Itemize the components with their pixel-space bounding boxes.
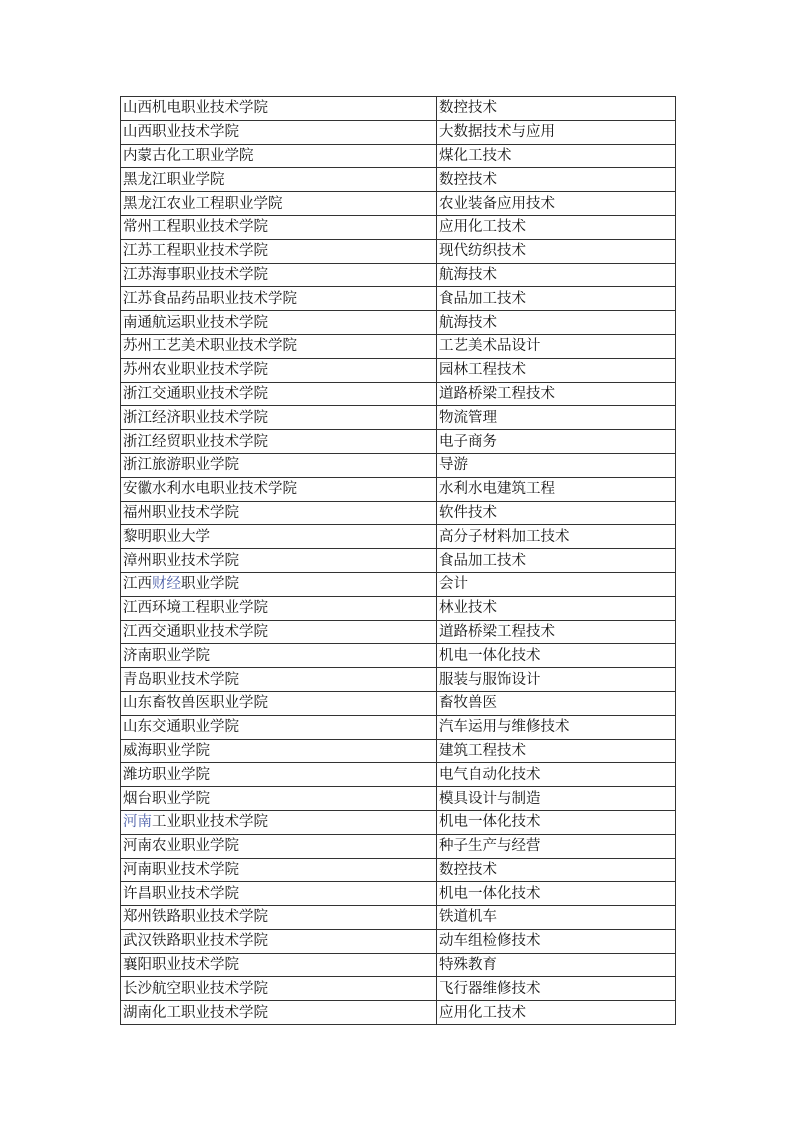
major-cell: 机电一体化技术 <box>437 882 676 906</box>
table-row <box>121 144 676 168</box>
major-cell: 机电一体化技术 <box>437 810 676 834</box>
school-cell: 浙江交通职业技术学院 <box>121 382 437 406</box>
major-cell: 机电一体化技术 <box>437 644 676 668</box>
school-cell: 内蒙古化工职业学院 <box>121 144 437 168</box>
table-row <box>121 525 676 549</box>
table-row <box>121 168 676 192</box>
table-row <box>121 929 676 953</box>
table-row <box>121 977 676 1001</box>
table-row <box>121 453 676 477</box>
major-cell: 农业装备应用技术 <box>437 192 676 216</box>
school-cell: 浙江经贸职业技术学院 <box>121 430 437 454</box>
major-cell: 现代纺织技术 <box>437 239 676 263</box>
school-cell: 福州职业技术学院 <box>121 501 437 525</box>
major-cell: 大数据技术与应用 <box>437 120 676 144</box>
school-cell: 黎明职业大学 <box>121 525 437 549</box>
school-cell <box>121 572 437 596</box>
school-text-highlight: 财经 <box>152 576 181 593</box>
school-cell: 山东畜牧兽医职业学院 <box>121 691 437 715</box>
major-cell: 模具设计与制造 <box>437 787 676 811</box>
school-cell: 浙江旅游职业学院 <box>121 453 437 477</box>
table-row <box>121 858 676 882</box>
table-row <box>121 810 676 834</box>
major-cell: 汽车运用与维修技术 <box>437 715 676 739</box>
major-cell: 服装与服饰设计 <box>437 668 676 692</box>
table-row <box>121 239 676 263</box>
table-row <box>121 668 676 692</box>
table-row <box>121 215 676 239</box>
table-row <box>121 620 676 644</box>
school-text-post: 职业学院 <box>181 576 239 593</box>
major-cell: 特殊教育 <box>437 953 676 977</box>
major-cell: 应用化工技术 <box>437 1001 676 1025</box>
table-row <box>121 572 676 596</box>
table-row <box>121 644 676 668</box>
major-cell: 导游 <box>437 453 676 477</box>
school-cell: 漳州职业技术学院 <box>121 549 437 573</box>
major-cell: 工艺美术品设计 <box>437 334 676 358</box>
major-cell: 数控技术 <box>437 97 676 121</box>
school-cell: 许昌职业技术学院 <box>121 882 437 906</box>
school-text-highlight: 河南 <box>123 814 152 831</box>
school-cell: 苏州农业职业技术学院 <box>121 358 437 382</box>
school-major-table-wrapper <box>120 96 675 1025</box>
major-cell: 航海技术 <box>437 311 676 335</box>
table-row <box>121 477 676 501</box>
major-cell: 铁道机车 <box>437 906 676 930</box>
major-cell: 水利水电建筑工程 <box>437 477 676 501</box>
major-cell: 道路桥梁工程技术 <box>437 620 676 644</box>
major-cell: 畜牧兽医 <box>437 691 676 715</box>
school-cell: 江西环境工程职业学院 <box>121 596 437 620</box>
school-cell: 黑龙江职业学院 <box>121 168 437 192</box>
school-major-table <box>120 96 676 1025</box>
major-cell: 数控技术 <box>437 858 676 882</box>
major-cell: 会计 <box>437 572 676 596</box>
major-cell: 飞行器维修技术 <box>437 977 676 1001</box>
major-cell: 电气自动化技术 <box>437 763 676 787</box>
table-row <box>121 715 676 739</box>
school-cell: 潍坊职业学院 <box>121 763 437 787</box>
school-cell: 山西职业技术学院 <box>121 120 437 144</box>
table-row <box>121 739 676 763</box>
table-row <box>121 358 676 382</box>
table-row <box>121 311 676 335</box>
major-cell: 电子商务 <box>437 430 676 454</box>
school-cell <box>121 810 437 834</box>
major-cell: 园林工程技术 <box>437 358 676 382</box>
school-cell: 黑龙江农业工程职业学院 <box>121 192 437 216</box>
school-cell: 山东交通职业学院 <box>121 715 437 739</box>
school-cell: 烟台职业学院 <box>121 787 437 811</box>
major-cell: 煤化工技术 <box>437 144 676 168</box>
table-row <box>121 953 676 977</box>
table-row <box>121 263 676 287</box>
school-cell: 襄阳职业技术学院 <box>121 953 437 977</box>
major-cell: 道路桥梁工程技术 <box>437 382 676 406</box>
major-cell: 林业技术 <box>437 596 676 620</box>
table-row <box>121 120 676 144</box>
table-row <box>121 549 676 573</box>
table-row <box>121 382 676 406</box>
school-cell: 浙江经济职业技术学院 <box>121 406 437 430</box>
table-row <box>121 192 676 216</box>
table-row <box>121 763 676 787</box>
table-row <box>121 1001 676 1025</box>
table-row <box>121 97 676 121</box>
school-cell: 江苏海事职业技术学院 <box>121 263 437 287</box>
table-row <box>121 834 676 858</box>
table-row <box>121 406 676 430</box>
table-body <box>121 97 676 1025</box>
school-cell: 常州工程职业技术学院 <box>121 215 437 239</box>
school-cell: 江苏工程职业技术学院 <box>121 239 437 263</box>
major-cell: 应用化工技术 <box>437 215 676 239</box>
school-cell: 武汉铁路职业技术学院 <box>121 929 437 953</box>
table-row <box>121 787 676 811</box>
table-row <box>121 501 676 525</box>
school-cell: 威海职业学院 <box>121 739 437 763</box>
school-cell: 江苏食品药品职业技术学院 <box>121 287 437 311</box>
school-cell: 河南职业技术学院 <box>121 858 437 882</box>
major-cell: 软件技术 <box>437 501 676 525</box>
school-cell: 山西机电职业技术学院 <box>121 97 437 121</box>
table-row <box>121 906 676 930</box>
school-cell: 苏州工艺美术职业技术学院 <box>121 334 437 358</box>
major-cell: 物流管理 <box>437 406 676 430</box>
major-cell: 数控技术 <box>437 168 676 192</box>
school-cell: 南通航运职业技术学院 <box>121 311 437 335</box>
major-cell: 航海技术 <box>437 263 676 287</box>
table-row <box>121 691 676 715</box>
major-cell: 动车组检修技术 <box>437 929 676 953</box>
school-cell: 河南农业职业学院 <box>121 834 437 858</box>
school-cell: 湖南化工职业技术学院 <box>121 1001 437 1025</box>
school-cell: 济南职业学院 <box>121 644 437 668</box>
school-cell: 安徽水利水电职业技术学院 <box>121 477 437 501</box>
school-text-post: 工业职业技术学院 <box>152 814 268 831</box>
school-text-pre: 江西 <box>123 576 152 593</box>
school-cell: 青岛职业技术学院 <box>121 668 437 692</box>
school-cell: 郑州铁路职业技术学院 <box>121 906 437 930</box>
table-row <box>121 334 676 358</box>
table-row <box>121 287 676 311</box>
major-cell: 高分子材料加工技术 <box>437 525 676 549</box>
major-cell: 种子生产与经营 <box>437 834 676 858</box>
table-row <box>121 430 676 454</box>
table-row <box>121 596 676 620</box>
table-row <box>121 882 676 906</box>
major-cell: 食品加工技术 <box>437 549 676 573</box>
school-cell: 长沙航空职业技术学院 <box>121 977 437 1001</box>
school-cell: 江西交通职业技术学院 <box>121 620 437 644</box>
major-cell: 建筑工程技术 <box>437 739 676 763</box>
major-cell: 食品加工技术 <box>437 287 676 311</box>
